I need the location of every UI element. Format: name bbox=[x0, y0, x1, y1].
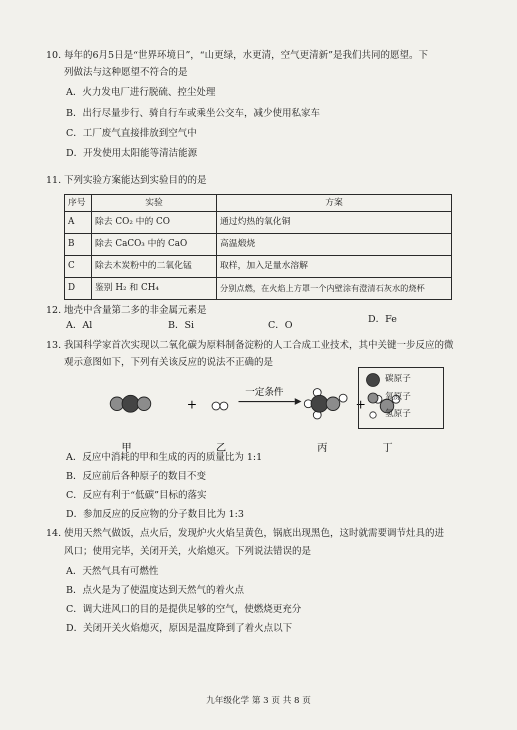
carbon-atom-icon bbox=[367, 374, 380, 387]
q10-option-c: C．工厂废气直接排放到空气中 bbox=[66, 128, 197, 139]
q14-option-c: C．调大进风口的目的是提供足够的空气，使燃烧更充分 bbox=[66, 604, 302, 615]
q11-number: 11. bbox=[46, 175, 62, 186]
q11-stem: 下列实验方案能达到实验目的的是 bbox=[64, 175, 207, 186]
q12-option-b: B．Si bbox=[168, 320, 195, 331]
table-header-experiment: 实验 bbox=[92, 195, 217, 212]
reaction-arrow bbox=[239, 398, 302, 405]
table-header-plan: 方案 bbox=[217, 195, 452, 212]
table-header-index: 序号 bbox=[65, 195, 92, 212]
q12-stem: 地壳中含量第二多的非金属元素是 bbox=[64, 305, 207, 316]
oxygen-atom-icon bbox=[368, 393, 378, 403]
molecule-co2 bbox=[110, 395, 151, 412]
q13-number: 13. bbox=[46, 340, 62, 351]
q13-stem-line2: 观示意图如下，下列有关该反应的说法不正确的是 bbox=[64, 357, 274, 368]
q12-option-a: A．Al bbox=[66, 320, 93, 331]
q13-option-a: A．反应中消耗的甲和生成的丙的质量比为 1:1 bbox=[66, 452, 263, 463]
molecule-methanol bbox=[304, 389, 347, 419]
table-cell: 取样，加入足量水溶解 bbox=[217, 256, 452, 278]
arrow-label: 一定条件 bbox=[245, 386, 284, 398]
atom-legend bbox=[355, 367, 444, 429]
plus-sign: + bbox=[186, 397, 198, 412]
table-cell: 除去 CO₂ 中的 CO bbox=[92, 212, 217, 234]
table-cell: C bbox=[65, 256, 92, 278]
q13-stem-line1: 我国科学家首次实现以二氧化碳为原料制备淀粉的人工合成工业技术，其中关键一步反应的微 bbox=[64, 340, 454, 351]
q14-stem-line1: 使用天然气做饭，点火后，发现炉火火焰呈黄色，锅底出现黑色，这时就需要调节灶具的进 bbox=[64, 528, 445, 539]
table-row bbox=[65, 256, 452, 278]
table-cell: 鉴别 H₂ 和 CH₄ bbox=[92, 278, 217, 300]
q14-option-a: A．天然气具有可燃性 bbox=[66, 566, 159, 577]
q13-option-d: D．参加反应的反应物的分子数目比为 1:3 bbox=[66, 509, 244, 520]
table-row bbox=[65, 278, 452, 300]
legend-carbon-label: 碳原子 bbox=[385, 374, 411, 384]
table-cell: 高温煅烧 bbox=[217, 234, 452, 256]
molecule-label: 丙 bbox=[317, 443, 328, 454]
table-header-row bbox=[65, 195, 452, 212]
table-cell: 除去木炭粉中的二氧化锰 bbox=[92, 256, 217, 278]
table-cell: D bbox=[65, 278, 92, 300]
molecule-label: 乙 bbox=[216, 443, 227, 454]
q11-experiment-table bbox=[64, 194, 452, 300]
q14-number: 14. bbox=[46, 528, 62, 539]
legend-hydrogen-label: 氢原子 bbox=[385, 409, 411, 419]
table-cell: 通过灼热的氧化铜 bbox=[217, 212, 452, 234]
q14-option-b: B．点火是为了使温度达到天然气的着火点 bbox=[66, 585, 244, 596]
plus-sign: + bbox=[355, 397, 366, 412]
table-cell: 分别点燃，在火焰上方罩一个内壁涂有澄清石灰水的烧杯 bbox=[217, 278, 452, 300]
q14-stem-line2: 风口；使用完毕，关闭开关，火焰熄灭。下列说法错误的是 bbox=[64, 546, 312, 557]
molecule-label: 甲 bbox=[121, 443, 132, 454]
page-footer: 九年级化学 第 3 页 共 8 页 bbox=[206, 696, 311, 706]
q14-option-d: D．关闭开关火焰熄灭，原因是温度降到了着火点以下 bbox=[66, 623, 293, 634]
molecule-h2 bbox=[212, 402, 228, 410]
table-row bbox=[65, 212, 452, 234]
q13-option-b: B．反应前后各种原子的数目不变 bbox=[66, 471, 206, 482]
q10-option-a: A．火力发电厂进行脱硫、控尘处理 bbox=[66, 87, 216, 98]
q10-stem-line1: 每年的6月5日是“世界环境日”，“山更绿，水更清，空气更清新”是我们共同的愿望。下 bbox=[64, 50, 429, 61]
q10-number: 10. bbox=[46, 50, 62, 61]
q12-option-d: D．Fe bbox=[368, 314, 397, 325]
table-cell: 除去 CaCO₃ 中的 CaO bbox=[92, 234, 217, 256]
q10-stem-line2: 列做法与这种愿望不符合的是 bbox=[64, 67, 188, 78]
molecule-label: 丁 bbox=[382, 443, 393, 454]
q13-option-c: C．反应有利于“低碳”目标的落实 bbox=[66, 490, 207, 501]
hydrogen-atom-icon bbox=[370, 412, 376, 418]
q10-option-d: D．开发使用太阳能等清洁能源 bbox=[66, 148, 198, 159]
q12-option-c: C．O bbox=[268, 320, 293, 331]
table-row bbox=[65, 234, 452, 256]
q10-option-b: B．出行尽量步行、骑自行车或乘坐公交车，减少使用私家车 bbox=[66, 108, 320, 119]
legend-oxygen-label: 氧原子 bbox=[385, 392, 411, 402]
table-cell: B bbox=[65, 234, 92, 256]
table-cell: A bbox=[65, 212, 92, 234]
q12-number: 12. bbox=[46, 305, 62, 316]
